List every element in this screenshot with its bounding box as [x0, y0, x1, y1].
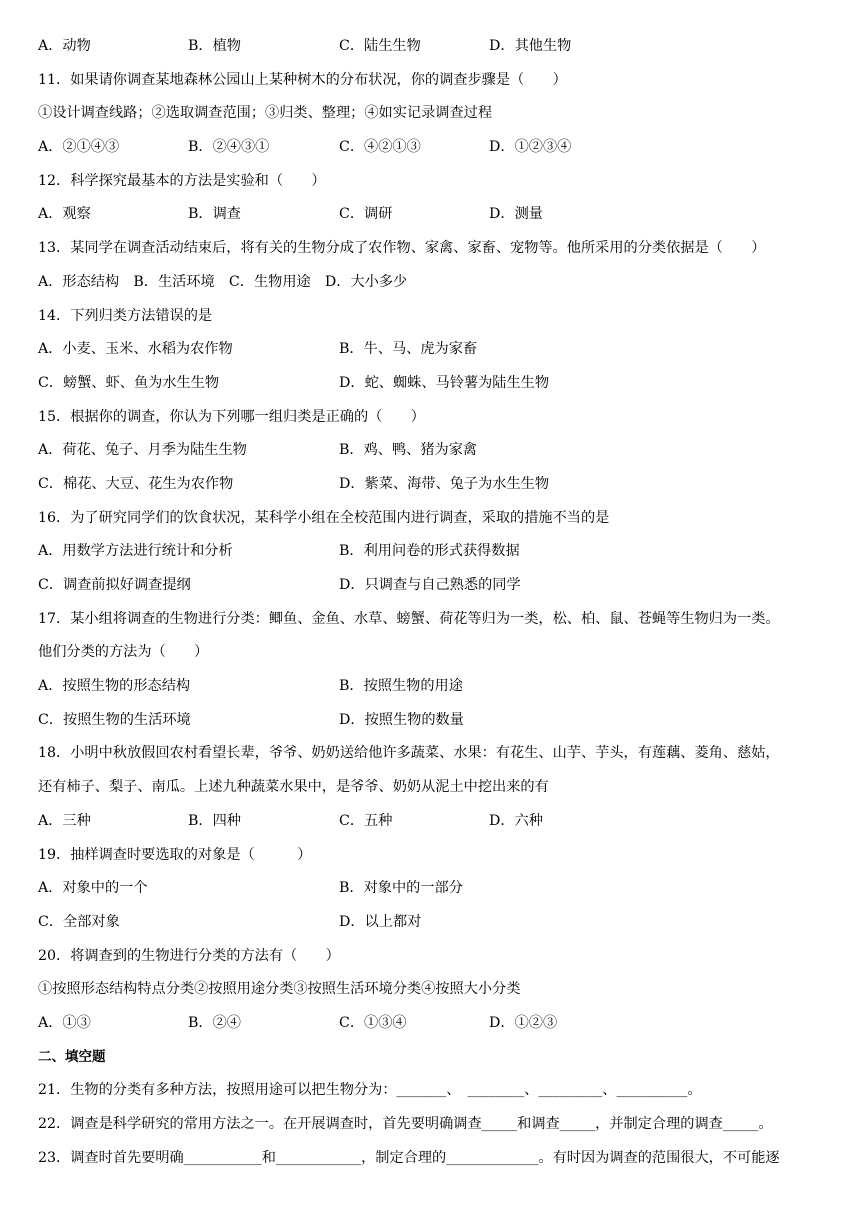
- answer-option: B．对象中的一部分: [339, 880, 463, 897]
- answer-option: B．四种: [188, 812, 241, 829]
- answer-option: C．按照生物的生活环境: [38, 711, 191, 728]
- answer-option: C．陆生生物: [339, 38, 421, 54]
- answer-option: C．调查前拟好调查提纲: [38, 577, 191, 593]
- text-line: 22．调查是科学研究的常用方法之一。在开展调查时，首先要明确调查_____和调查_____，并制定合理的调查_____。: [38, 1116, 773, 1132]
- text-line: 他们分类的方法为（ ）: [38, 644, 209, 661]
- text-line: 14．下列归类方法错误的是: [38, 307, 213, 324]
- answer-option: D．六种: [489, 812, 543, 829]
- answer-option: D．只调查与自己熟悉的同学: [339, 577, 521, 593]
- answer-option: A．②①④③: [38, 139, 120, 156]
- answer-option: C．调研: [339, 206, 393, 223]
- text-line: 11．如果请你调查某地森林公园山上某种树木的分布状况，你的调查步骤是（ ）: [38, 71, 567, 88]
- options-row: [38, 872, 838, 906]
- options-row: [38, 367, 838, 401]
- options-row: [38, 535, 838, 569]
- answer-option: A．小麦、玉米、水稻为农作物: [38, 341, 233, 358]
- answer-option: C．螃蟹、虾、鱼为水生生物: [38, 374, 220, 391]
- options-row: [38, 434, 838, 468]
- answer-option: A．①③: [38, 1014, 91, 1031]
- answer-option: B．②④③①: [188, 139, 270, 156]
- text-line: 18．小明中秋放假回农村看望长辈，爷爷、奶奶送给他许多蔬菜、水果：有花生、山芋、芋头，有莲藕、菱角、慈姑，: [38, 745, 780, 762]
- answer-option: B．利用问卷的形式获得数据: [339, 543, 520, 560]
- answer-option: A．三种: [38, 812, 91, 829]
- answer-option: D．测量: [489, 206, 543, 223]
- text-line: 16．为了研究同学们的饮食状况，某科学小组在全校范围内进行调查，采取的措施不当的是: [38, 509, 610, 526]
- options-row: [38, 670, 838, 704]
- answer-option: B．②④: [188, 1014, 241, 1031]
- answer-option: D．以上都对: [339, 913, 422, 930]
- answer-option: D．按照生物的数量: [339, 711, 464, 728]
- options-row: [38, 30, 838, 64]
- options-row: [38, 468, 838, 502]
- text-line: 13．某同学在调查活动结束后，将有关的生物分成了农作物、家禽、家畜、宠物等。他所采用的分类依据是（ ）: [38, 240, 766, 257]
- answer-option: B．调查: [188, 206, 241, 223]
- text-line: 20．将调查到的生物进行分类的方法有（ ）: [38, 947, 340, 964]
- answer-option: A．荷花、兔子、月季为陆生生物: [38, 442, 247, 459]
- answer-option: C．④②①③: [339, 139, 421, 156]
- text-line: 23．调查时首先要明确___________和____________，制定合理的_____________。有时因为调查的范围很大，不可能逐: [38, 1149, 780, 1166]
- text-line: 15．根据你的调查，你认为下列哪一组归类是正确的（ ）: [38, 408, 425, 425]
- answer-option: B．鸡、鸭、猪为家禽: [339, 442, 478, 459]
- options-row: [38, 704, 838, 738]
- options-row: [38, 198, 838, 232]
- text-line: A．形态结构 B．生活环境 C．生物用途 D．大小多少: [38, 273, 408, 290]
- text-line: 17．某小组将调查的生物进行分类：鲫鱼、金鱼、水草、螃蟹、荷花等归为一类，松、柏、鼠、苍蝇等生物归为一类。: [38, 610, 780, 627]
- answer-option: A．观察: [38, 206, 91, 223]
- text-line: 还有柿子、梨子、南瓜。上述九种蔬菜水果中，是爷爷、奶奶从泥土中挖出来的有: [38, 779, 549, 796]
- text-line: ①设计调查线路；②选取调查范围；③归类、整理；④如实记录调查过程: [38, 105, 493, 122]
- answer-option: C．五种: [339, 812, 393, 829]
- answer-option: B．按照生物的用途: [339, 678, 463, 695]
- answer-option: C．全部对象: [38, 913, 120, 930]
- options-row: [38, 805, 838, 839]
- answer-option: B．植物: [188, 38, 241, 54]
- text-line: 21．生物的分类有多种方法，按照用途可以把生物分为：_______、 ________、_________、__________。: [38, 1082, 702, 1099]
- answer-option: C．棉花、大豆、花生为农作物: [38, 475, 234, 492]
- options-row: [38, 906, 838, 940]
- answer-option: A．动物: [38, 38, 91, 54]
- section-heading: 二、填空题: [38, 1048, 106, 1065]
- answer-option: D．①②③④: [489, 139, 572, 156]
- answer-option: B．牛、马、虎为家畜: [339, 341, 478, 358]
- answer-option: A．用数学方法进行统计和分析: [38, 543, 233, 560]
- document-page: [38, 30, 838, 1175]
- answer-option: D．其他生物: [489, 38, 572, 54]
- options-row: [38, 333, 838, 367]
- text-line: 12．科学探究最基本的方法是实验和（ ）: [38, 172, 326, 189]
- answer-option: A．按照生物的形态结构: [38, 678, 191, 695]
- answer-option: D．①②③: [489, 1014, 558, 1031]
- text-line: 19．抽样调查时要选取的对象是（ ）: [38, 846, 312, 863]
- answer-option: A．对象中的一个: [38, 880, 148, 897]
- answer-option: D．紫菜、海带、兔子为水生生物: [339, 475, 550, 492]
- options-row: [38, 1007, 838, 1041]
- options-row: [38, 569, 838, 603]
- answer-option: C．①③④: [339, 1014, 407, 1031]
- answer-option: D．蛇、蜘蛛、马铃薯为陆生生物: [339, 374, 550, 391]
- options-row: [38, 131, 838, 165]
- text-line: ①按照形态结构特点分类②按照用途分类③按照生活环境分类④按照大小分类: [38, 981, 521, 998]
